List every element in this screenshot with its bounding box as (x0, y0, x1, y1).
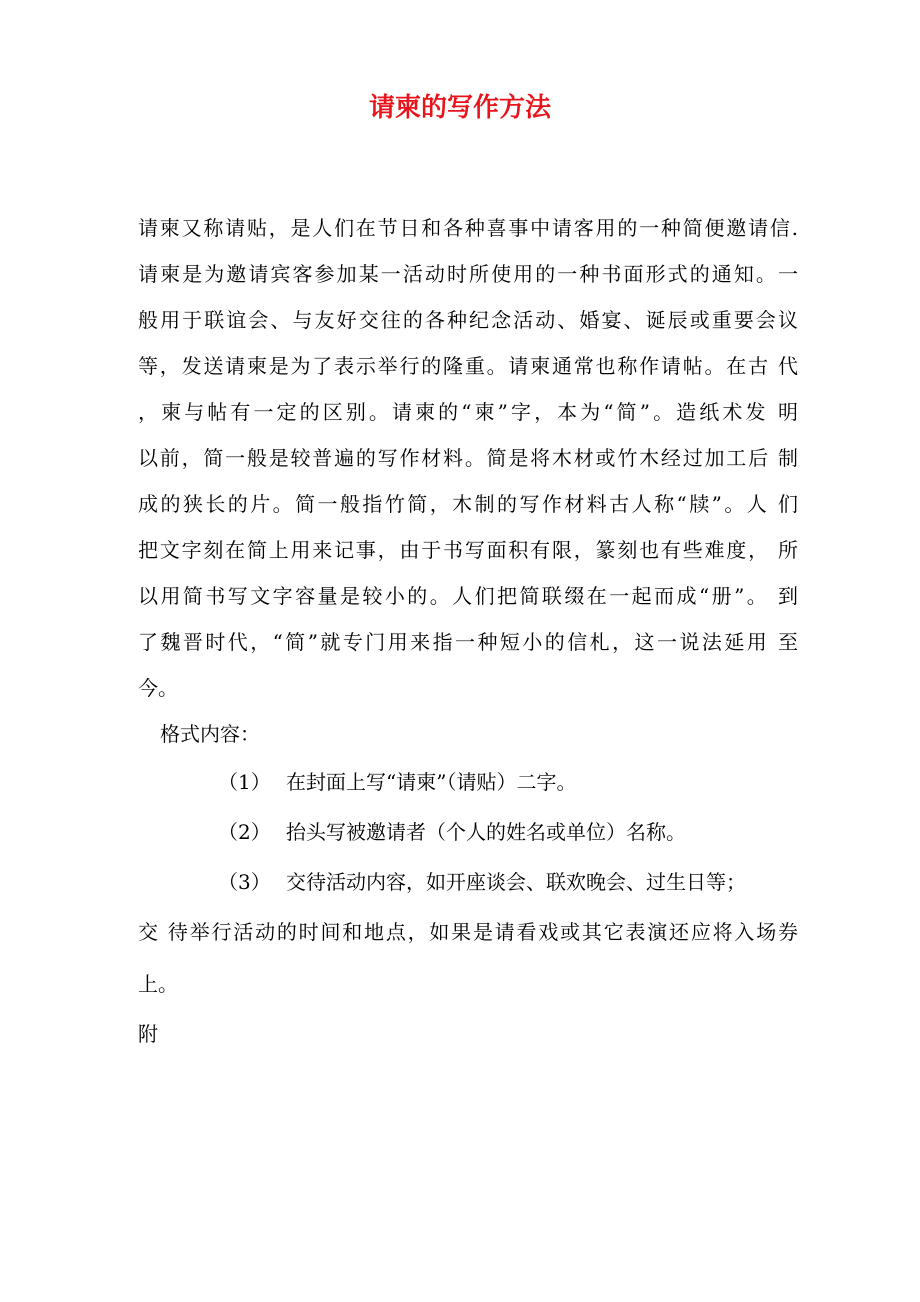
intro-line: 了魏晋时代，“简”就专门用来指一种短小的信札，这一说法延用 至 (138, 630, 798, 654)
continuation-line: 交 待举行活动的时间和地点，如果是请看戏或其它表演还应将入场券 (138, 920, 798, 944)
intro-line: 般用于联谊会、与友好交往的各种纪念活动、婚宴、诞辰或重要会议 (138, 308, 798, 332)
format-item (218, 862, 746, 902)
format-item-number: （1） (218, 770, 271, 794)
intro-line: 请柬又称请贴，是人们在节日和各种喜事中请客用的一种简便邀请信. (138, 216, 798, 240)
intro-line: 以前，简一般是较普遍的写作材料。简是将木材或竹木经过加工后 制 (138, 446, 798, 470)
intro-line: 以用简书写文字容量是较小的。人们把简联缀在一起而成“册”。 到 (138, 584, 798, 608)
intro-line: ，柬与帖有一定的区别。请柬的“柬”字，本为“简”。造纸术发 明 (138, 400, 798, 424)
format-item (218, 812, 686, 852)
intro-line: 今。 (138, 676, 178, 700)
intro-line: 把文字刻在简上用来记事，由于书写面积有限，篆刻也有些难度， 所 (138, 538, 798, 562)
continuation-line: 上。 (138, 972, 178, 996)
format-item-text: 抬头写被邀请者（个人的姓名或单位）名称。 (286, 820, 686, 844)
intro-line: 请柬是为邀请宾客参加某一活动时所使用的一种书面形式的通知。一 (138, 262, 798, 286)
format-item-text: 交待活动内容，如开座谈会、联欢晚会、过生日等； (286, 870, 746, 894)
intro-line: 成的狭长的片。简一般指竹简，木制的写作材料古人称“牍”。人 们 (138, 492, 798, 516)
intro-line: 等，发送请柬是为了表示举行的隆重。请柬通常也称作请帖。在古 代 (138, 354, 798, 378)
format-item-number: （2） (218, 820, 271, 844)
format-item-text: 在封面上写“请柬”（请贴）二字。 (286, 770, 577, 794)
format-label: 格式内容： (160, 722, 260, 746)
format-item-number: （3） (218, 870, 271, 894)
appendix-label: 附 (138, 1022, 158, 1046)
page-title: 请柬的写作方法 (368, 93, 551, 123)
format-item (218, 762, 576, 802)
